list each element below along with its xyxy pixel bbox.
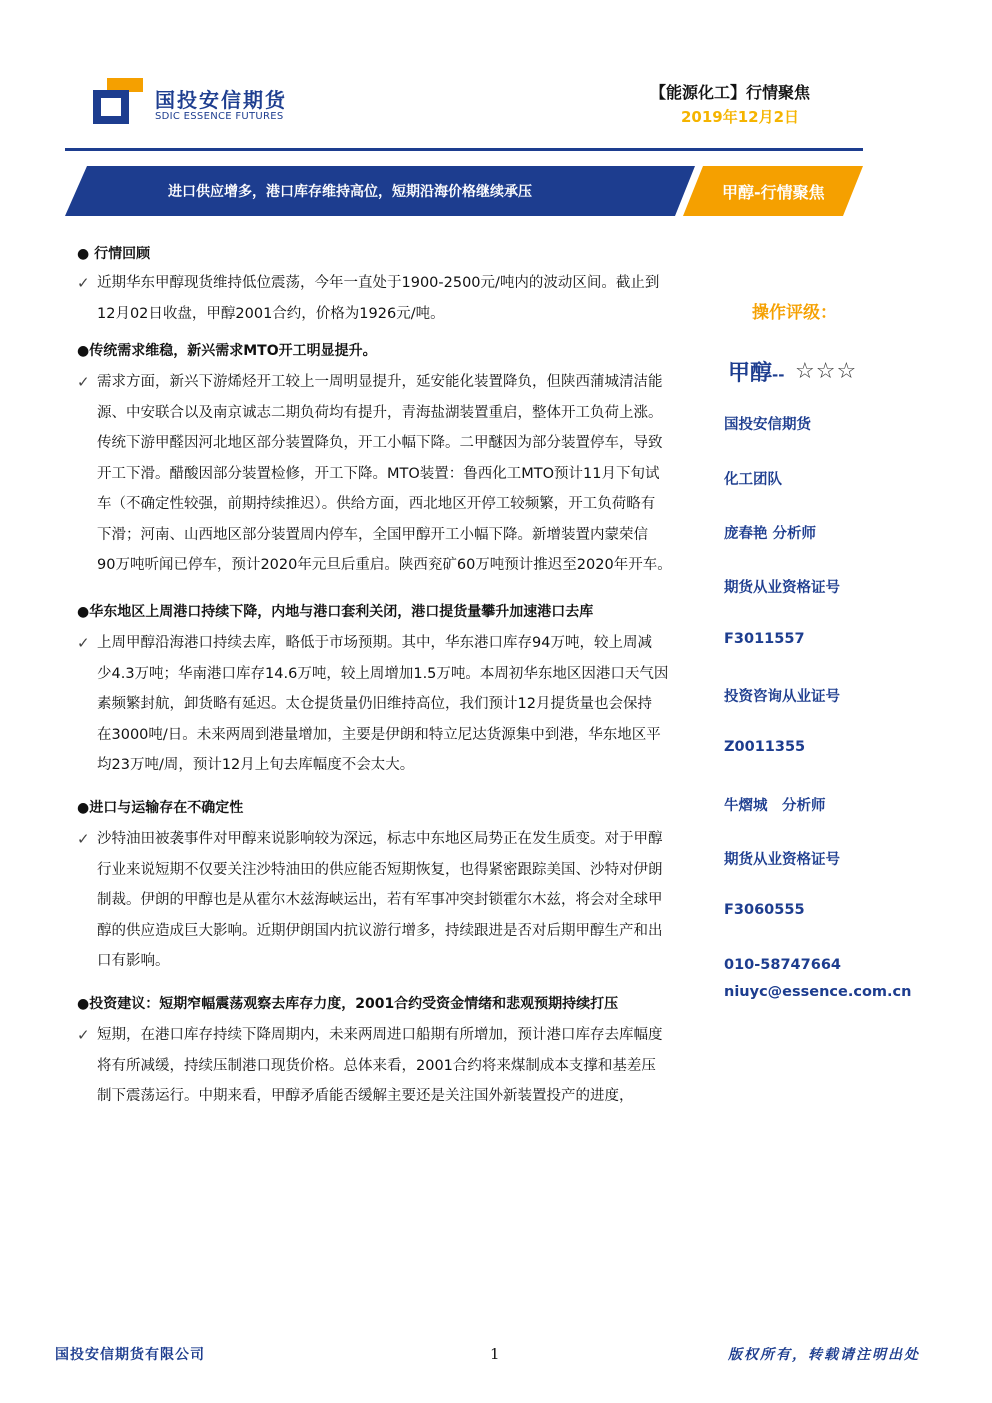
stock-name: 甲醇 xyxy=(728,361,773,386)
sidebar-analyst: 牛熠城 分析师 xyxy=(724,798,826,814)
sidebar-phone: 010-58747664 xyxy=(724,957,841,973)
check-icon: ✓ xyxy=(77,830,90,848)
paragraph-line: 下滑；河南、山西地区部分装置周内停车，全国甲醇开工小幅下降。新增装置内蒙荣信 xyxy=(97,526,648,543)
page-number: 1 xyxy=(490,1345,500,1363)
banner-headline: 进口供应增多，港口库存维持高位，短期沿海价格继续承压 xyxy=(168,184,532,200)
report-title: 【能源化工】行情聚焦 xyxy=(650,83,811,102)
sidebar-team: 化工团队 xyxy=(724,472,782,488)
section-heading: ●投资建议：短期窄幅震荡观察去库存力度，2001合约受资金情绪和悲观预期持续打压 xyxy=(77,996,619,1012)
paragraph-line: 上周甲醇沿海港口持续去库，略低于市场预期。其中，华东港口库存94万吨，较上周减 xyxy=(97,635,652,651)
header-divider xyxy=(65,148,863,151)
paragraph-line: 12月02日收盘，甲醇2001合约，价格为1926元/吨。 xyxy=(97,305,445,322)
logo-text-cn: 国投安信期货 xyxy=(155,88,287,112)
paragraph-line: 口有影响。 xyxy=(97,953,170,969)
sidebar-company: 国投安信期货 xyxy=(724,417,811,433)
paragraph-line: 近期华东甲醇现货维持低位震荡，今年一直处于1900-2500元/吨内的波动区间。截止到 xyxy=(97,275,660,291)
sidebar-analyst: 庞春艳 分析师 xyxy=(724,526,817,542)
check-icon: ✓ xyxy=(77,373,90,391)
section-heading: ● 行情回顾 xyxy=(77,246,151,262)
paragraph-line: 传统下游甲醛因河北地区部分装置降负，开工小幅下降。二甲醚因为部分装置停车，导致 xyxy=(97,435,663,451)
paragraph-line: 开工下滑。醋酸因部分装置检修，开工下降。MTO装置：鲁西化工MTO预计11月下旬试 xyxy=(97,465,660,482)
sidebar-email-link[interactable]: niuyc@essence.com.cn xyxy=(724,984,912,1000)
section-paragraph xyxy=(97,628,713,781)
paragraph-line: 在3000吨/日。未来两周到港量增加，主要是伊朗和特立尼达货源集中到港，华东地区平 xyxy=(97,726,661,743)
sidebar-advisory-number: Z0011355 xyxy=(724,739,806,755)
company-logo xyxy=(93,78,323,130)
paragraph-line: 需求方面，新兴下游烯烃开工较上一周明显提升，延安能化装置降负，但陕西蒲城清洁能 xyxy=(97,374,663,390)
paragraph-line: 短期，在港口库存持续下降周期内，未来两周进口船期有所增加，预计港口库存去库幅度 xyxy=(97,1027,663,1043)
paragraph-line: 少4.3万吨；华南港口库存14.6万吨，较上周增加1.5万吨。本周初华东地区因港口天气因 xyxy=(97,665,669,682)
paragraph-line: 素频繁封航，卸货略有延迟。太仓提货量仍旧维持高位，我们预计12月提货量也会保持 xyxy=(97,696,652,712)
section-paragraph xyxy=(97,268,713,329)
section-heading: ●传统需求维稳，新兴需求MTO开工明显提升。 xyxy=(77,343,377,359)
sidebar-license-number: F3011557 xyxy=(724,631,805,647)
footer-company: 国投安信期货有限公司 xyxy=(55,1347,205,1363)
paragraph-line: 沙特油田被袭事件对甲醇来说影响较为深远，标志中东地区局势正在发生质变。对于甲醇 xyxy=(97,831,663,847)
footer-copyright: 版权所有，转载请注明出处 xyxy=(728,1347,920,1363)
rating-stock-name xyxy=(728,356,784,387)
sidebar-advisory-label: 投资咨询从业证号 xyxy=(724,689,840,705)
check-icon: ✓ xyxy=(77,274,90,292)
section-paragraph xyxy=(97,1020,713,1112)
sidebar-license-number: F3060555 xyxy=(724,902,805,918)
paragraph-line: 源、中安联合以及南京诚志二期负荷均有提升，青海盐湖装置重启，整体开工负荷上涨。 xyxy=(97,404,663,421)
paragraph-line: 将有所减缓，持续压制港口现货价格。总体来看，2001合约将来煤制成本支撑和基差压 xyxy=(97,1057,656,1074)
banner-tag: 甲醇-行情聚焦 xyxy=(722,183,825,202)
sidebar-license-label: 期货从业资格证号 xyxy=(724,580,840,596)
paragraph-line: 制下震荡运行。中期来看，甲醇矛盾能否缓解主要还是关注国外新装置投产的进度， xyxy=(97,1088,634,1104)
check-icon: ✓ xyxy=(77,634,90,652)
paragraph-line: 车（不确定性较强，前期持续推迟）。供给方面，西北地区开停工较频繁，开工负荷略有 xyxy=(97,496,656,512)
check-icon: ✓ xyxy=(77,1026,90,1044)
section-paragraph xyxy=(97,367,713,581)
paragraph-line: 均23万吨/周，预计12月上旬去库幅度不会太大。 xyxy=(97,757,415,773)
rating-label: 操作评级： xyxy=(752,303,837,323)
section-paragraph xyxy=(97,824,713,977)
rating-stars-icon: ☆☆☆ xyxy=(795,359,858,384)
logo-mark-icon xyxy=(93,78,143,124)
paragraph-line: 醇的供应造成巨大影响。近期伊朗国内抗议游行增多，持续跟进是否对后期甲醇生产和出 xyxy=(97,922,663,939)
paragraph-line: 90万吨听闻已停车，预计2020年元旦后重启。陕西兖矿60万吨预计推迟至2020年开车。 xyxy=(97,557,672,573)
report-date: 2019年12月2日 xyxy=(681,108,800,126)
logo-text-en: SDIC ESSENCE FUTURES xyxy=(155,111,284,122)
section-heading: ●进口与运输存在不确定性 xyxy=(77,800,244,816)
rating-separator: -- xyxy=(772,366,785,384)
section-heading: ●华东地区上周港口持续下降，内地与港口套利关闭，港口提货量攀升加速港口去库 xyxy=(77,604,594,620)
paragraph-line: 制裁。伊朗的甲醇也是从霍尔木兹海峡运出，若有军事冲突封锁霍尔木兹，将会对全球甲 xyxy=(97,892,663,908)
paragraph-line: 行业来说短期不仅要关注沙特油田的供应能否短期恢复，也得紧密跟踪美国、沙特对伊朗 xyxy=(97,861,663,878)
sidebar-license-label: 期货从业资格证号 xyxy=(724,852,840,868)
